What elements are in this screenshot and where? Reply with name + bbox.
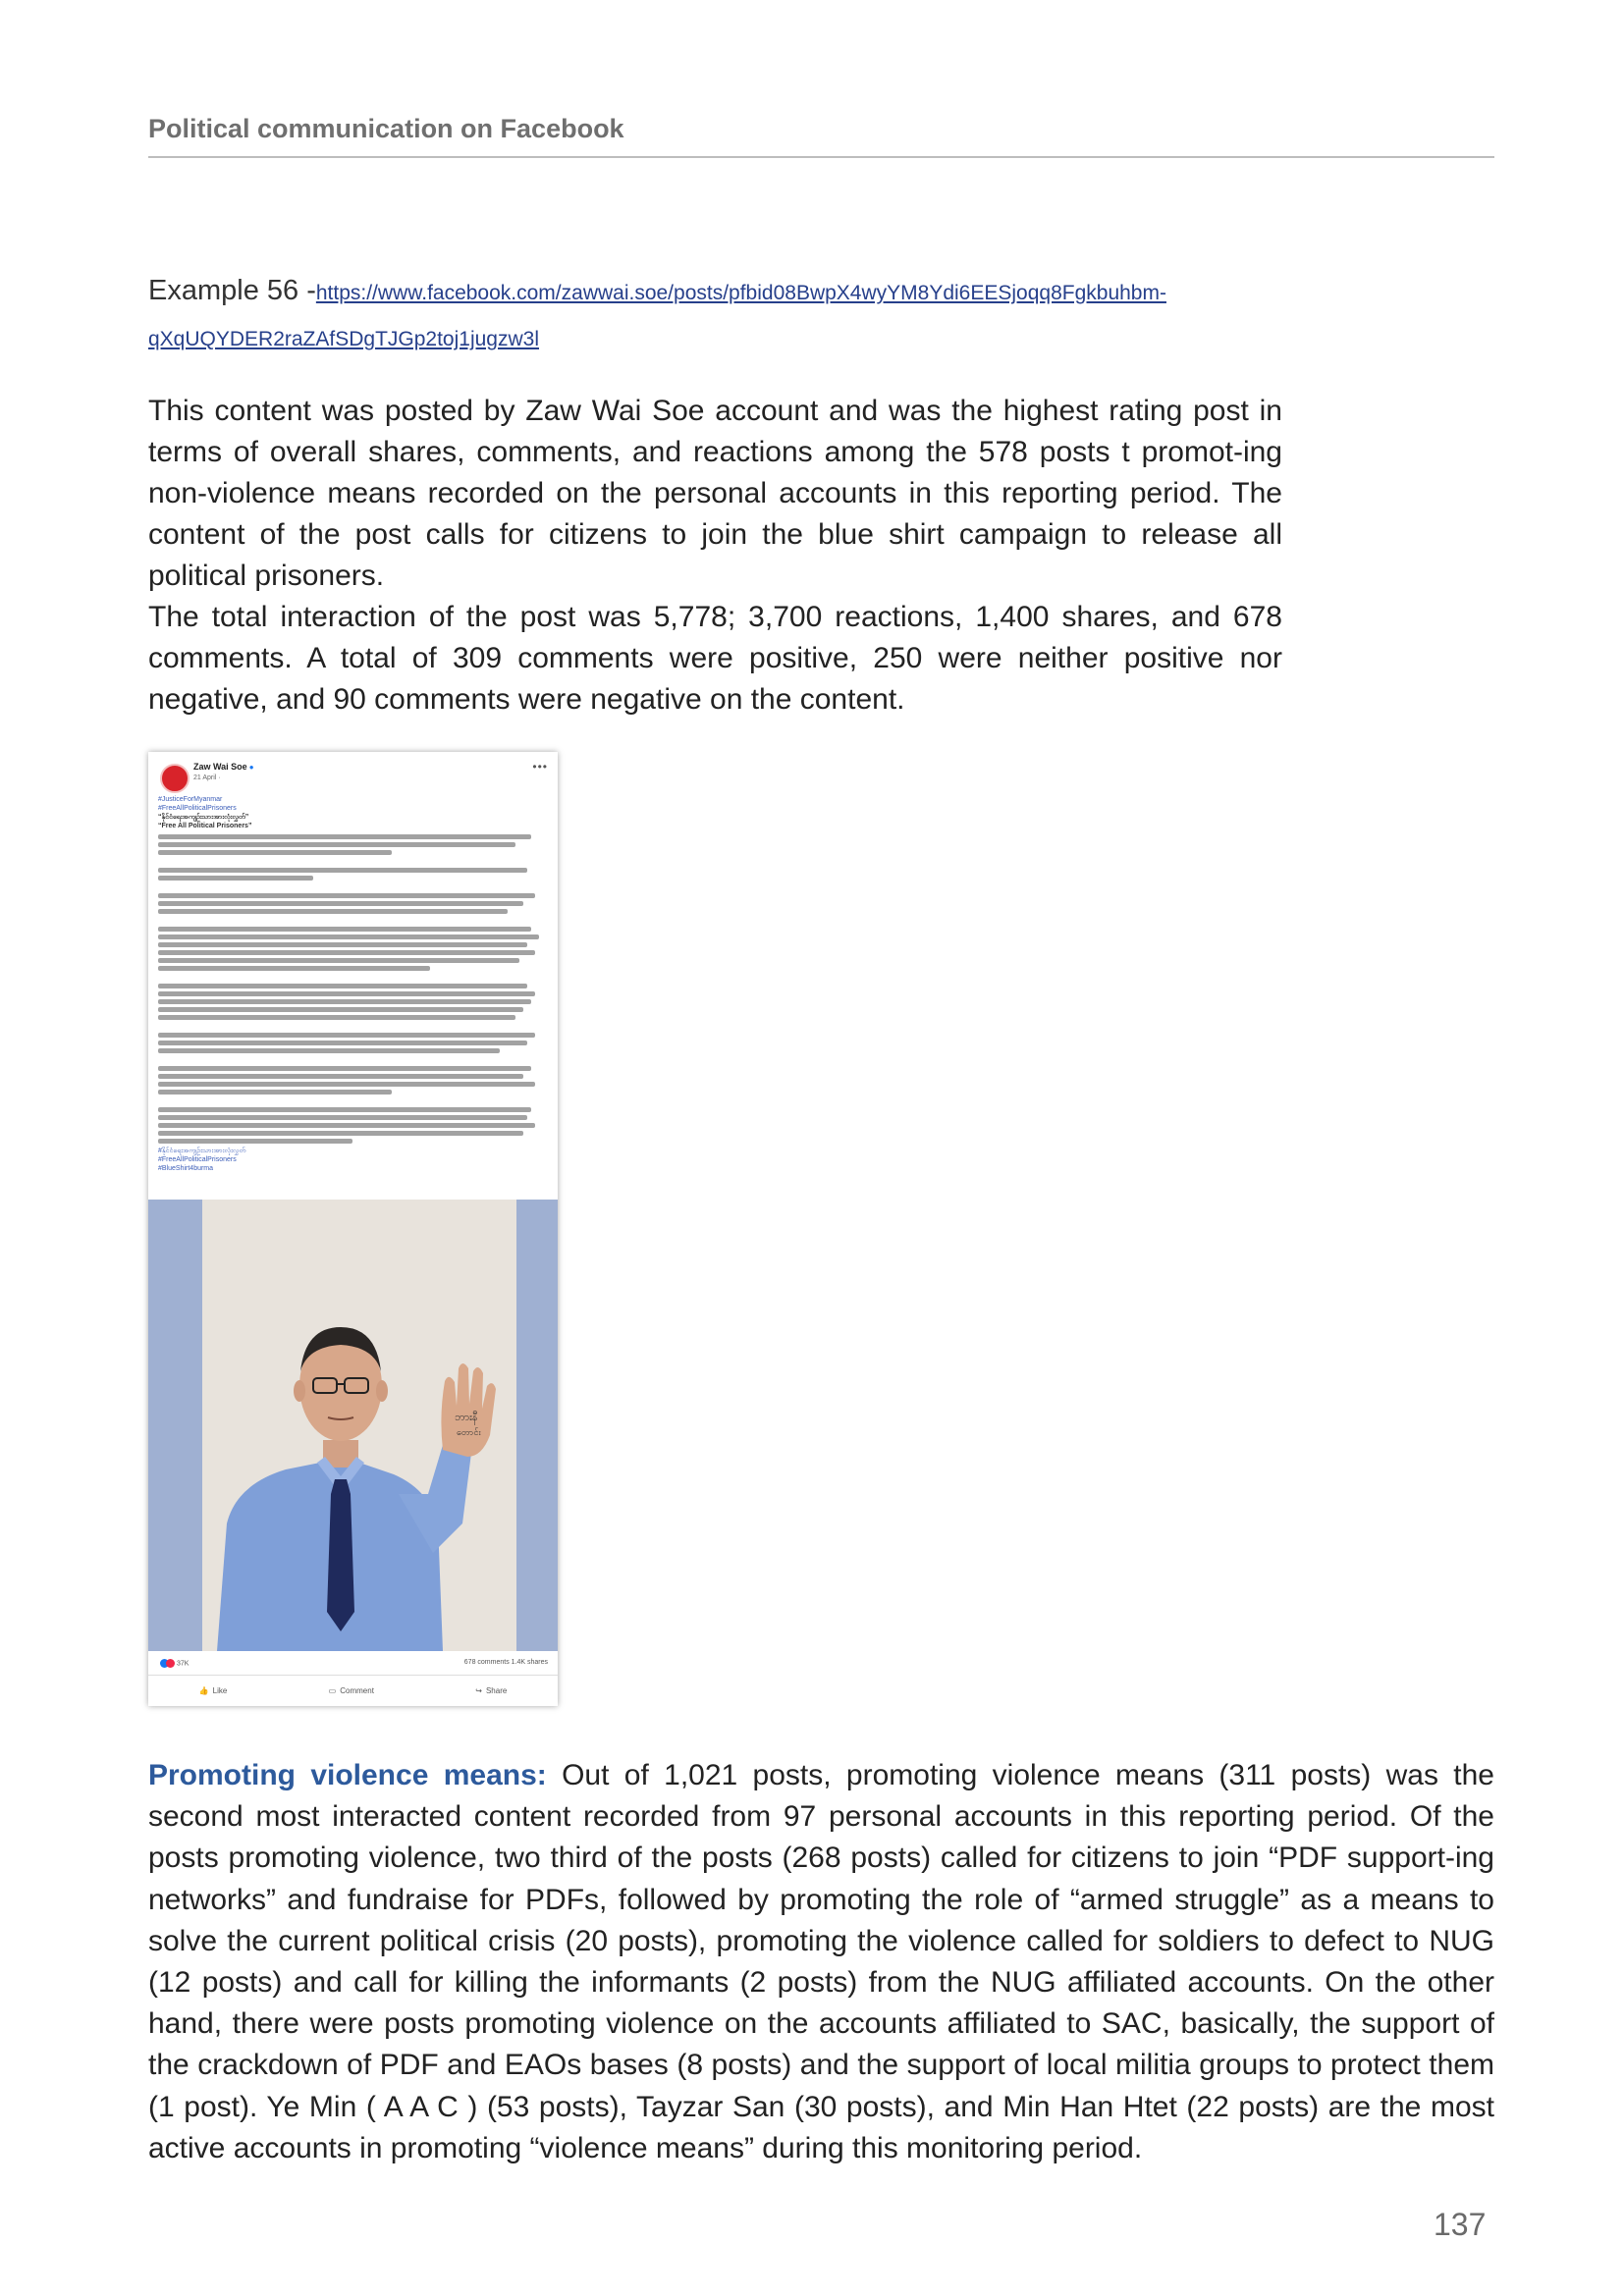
like-button[interactable]: 👍 Like: [198, 1685, 228, 1695]
svg-text:တောင်း: တောင်း: [457, 1428, 481, 1438]
quote-english: “Free All Political Prisoners”: [158, 823, 252, 829]
intro-text: [148, 391, 1282, 721]
hashtag[interactable]: #နိုင်ငံရေးအကျဉ်းသားအားလုံးလွှတ်: [158, 1148, 246, 1154]
hashtag[interactable]: #BlueShirt4burma: [158, 1165, 214, 1172]
reaction-summary: [148, 1651, 558, 1675]
hand-writing: ဘားနီ: [455, 1411, 478, 1423]
post-header-and-text: [148, 752, 558, 1200]
running-header: Political communication on Facebook: [148, 114, 624, 143]
comment-share-count[interactable]: 678 comments 1.4K shares: [463, 1659, 548, 1666]
paragraph-body: Out of 1,021 posts, promoting violence means (311 posts) was the second most interacted content recorded from 97 personal accounts in this reporting period. Of the posts promoting violence, two third of the posts (268 posts) called for citizens to join “PDF support-ing networks” and fundraise for PDFs, followed by promoting the role of “armed struggle” as a means to solve the current political crisis (20 posts), promoting the violence called for soldiers to defect to NUG (12 posts) and call for killing the informants (2 posts) from the NUG affiliated accounts. On the other hand, there were posts promoting violence on the accounts affiliated to SAC, basically, the support of the crackdown of PDF and EAOs bases (8 posts) and the support of local militia groups to protect them (1 post). Ye Min ( A A C ) (53 posts), Tayzar San (30 posts), and Min Han Htet (22 posts) are the most active accounts in promoting “violence means” during this monitoring period.: [148, 1759, 1494, 2164]
post-author: Zaw Wai Soe ●: [193, 762, 254, 772]
hashtag[interactable]: #FreeAllPoliticalPrisoners: [158, 1156, 237, 1163]
more-options-icon[interactable]: •••: [532, 760, 548, 774]
share-icon: ↪: [475, 1685, 482, 1695]
reaction-count[interactable]: 37K: [176, 1660, 189, 1668]
hashtag[interactable]: #FreeAllPoliticalPrisoners: [158, 805, 237, 812]
example-caption: [148, 269, 1287, 361]
quote-burmese: “နိုင်ငံရေးအကျဉ်းသားအားလုံးလွှတ်”: [158, 814, 249, 821]
hashtag[interactable]: #JusticeForMyanmar: [158, 796, 223, 803]
avatar: [160, 764, 189, 793]
thumbs-up-icon: 👍: [198, 1685, 209, 1695]
love-reaction-icon: [166, 1659, 175, 1668]
page-number: 137: [1434, 2207, 1487, 2242]
comment-icon: ▭: [328, 1685, 337, 1695]
intro-paragraph-2: The total interaction of the post was 5,778; 3,700 reactions, 1,400 shares, and 678 comments. A total of 309 comments were positive, 250 were neither positive nor negative, and 90 comments were negative on the content.: [148, 601, 1282, 716]
verified-icon: ●: [248, 763, 254, 772]
violence-means-paragraph: [148, 1755, 1494, 2169]
source-link-continued[interactable]: qXqUQYDER2raZAfSDgTJGp2toj1jugzw3l: [148, 328, 539, 350]
burmese-text-block: [158, 834, 547, 1144]
post-photo: [148, 1200, 558, 1651]
comment-button[interactable]: ▭ Comment: [328, 1685, 374, 1695]
facebook-post-screenshot: [148, 752, 558, 1706]
section-lead: Promoting violence means:: [148, 1759, 547, 1791]
source-link[interactable]: https://www.facebook.com/zawwai.soe/posts/pfbid08BwpX4wyYM8Ydi6EESjoqq8Fgkbuhbm-: [315, 282, 1166, 304]
post-date: 21 April ·: [193, 774, 221, 781]
share-button[interactable]: ↪ Share: [475, 1685, 508, 1695]
example-label: Example 56 -: [148, 275, 316, 306]
intro-paragraph-1: This content was posted by Zaw Wai Soe account and was the highest rating post in terms of overall shares, comments, and reactions among the 578 posts t promot-ing non-violence means recorded on the personal accounts in this reporting period. The content of the post calls for citizens to join the blue shirt campaign to release all political prisoners.: [148, 395, 1282, 592]
post-action-bar: [148, 1675, 558, 1705]
post-body: [158, 795, 547, 1173]
header-divider: [148, 156, 1494, 158]
